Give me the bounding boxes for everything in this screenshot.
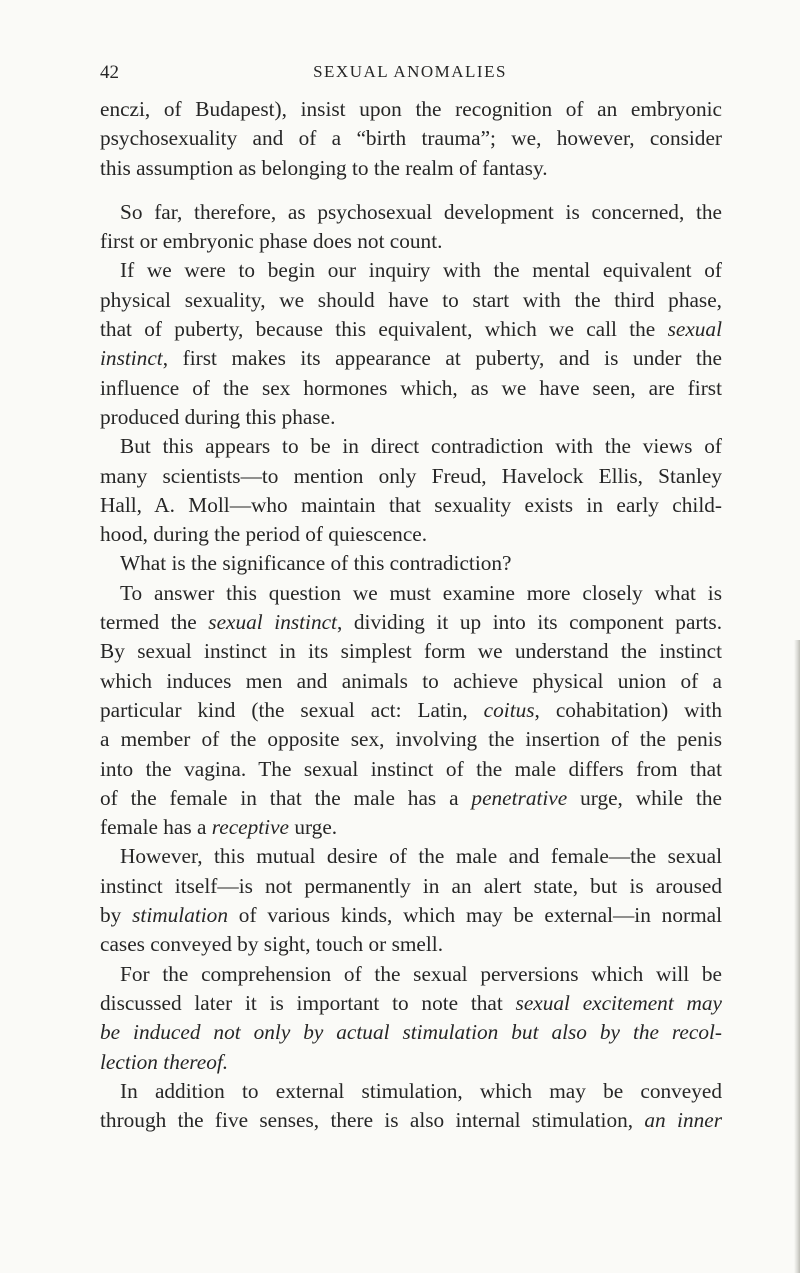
italic-text: receptive (211, 815, 289, 840)
text-segment: To answer this question we must examine more closely what is (120, 580, 722, 605)
text-segment: , cohabitation) with (534, 697, 722, 722)
text-line (100, 403, 722, 432)
text-line (100, 579, 722, 608)
text-line (100, 696, 722, 725)
text-line (100, 1106, 722, 1135)
text-segment: Hall, A. Moll—who maintain that sexuality exists in early child- (100, 492, 722, 517)
text-line (100, 725, 722, 754)
text-line (100, 872, 722, 901)
text-line (100, 315, 722, 344)
italic-text: sexual (667, 317, 722, 342)
text-line (100, 432, 722, 461)
body-text (100, 95, 722, 1135)
text-line (100, 344, 722, 373)
text-segment: through the five senses, there is also internal stimulation, (100, 1108, 645, 1133)
italic-text: be induced not only by actual stimulation but also by the recol- (100, 1020, 722, 1045)
text-line (100, 930, 722, 959)
text-segment: termed the (100, 610, 209, 635)
text-line (100, 491, 722, 520)
running-head: SEXUAL ANOMALIES (313, 62, 507, 81)
text-line (100, 901, 722, 930)
text-segment: In addition to external stimulation, which may be conveyed (120, 1078, 722, 1103)
text-segment: , first makes its appearance at puberty, and is under the (162, 346, 722, 371)
italic-text: an inner (644, 1108, 722, 1133)
text-segment: into the vagina. The sexual instinct of the male differs from that (100, 756, 722, 781)
text-line (100, 784, 722, 813)
text-line (100, 124, 722, 153)
text-segment: hood, during the period of quiescence. (100, 522, 428, 547)
text-segment: But this appears to be in direct contradiction with the views of (120, 434, 722, 459)
text-segment: this assumption as belonging to the realm of fantasy. (100, 155, 548, 180)
text-line (100, 989, 722, 1018)
text-segment: cases conveyed by sight, touch or smell. (100, 932, 444, 957)
italic-text: coitus (483, 697, 535, 722)
italic-text: sexual excitement may (515, 990, 722, 1015)
text-segment: of the female in that the male has a (100, 785, 472, 810)
text-segment: which induces men and animals to achieve physical union of a (100, 668, 722, 693)
text-line (100, 256, 722, 285)
text-line (100, 755, 722, 784)
text-segment: female has a (100, 815, 212, 840)
text-segment: urge, while the (567, 785, 722, 810)
page-edge-shadow (794, 640, 800, 1273)
italic-text: lection thereof. (100, 1049, 229, 1074)
text-line (100, 1018, 722, 1047)
text-segment: of various kinds, which may be external—in normal (227, 903, 722, 928)
text-line (100, 960, 722, 989)
italic-text: penetrative (471, 785, 568, 810)
text-segment: , dividing it up into its component parts. (336, 610, 723, 635)
text-line (100, 154, 722, 183)
paragraph-gap (100, 183, 722, 198)
text-segment: By sexual instinct in its simplest form we understand the instinct (100, 639, 722, 664)
text-line (100, 637, 722, 666)
italic-text: instinct (100, 346, 163, 371)
text-segment: physical sexuality, we should have to start with the third phase, (100, 287, 722, 312)
text-segment: What is the significance of this contradiction? (120, 551, 512, 576)
text-segment: influence of the sex hormones which, as we have seen, are first (100, 375, 722, 400)
text-segment: For the comprehension of the sexual perversions which will be (120, 961, 722, 986)
text-segment: If we were to begin our inquiry with the mental equivalent of (120, 258, 722, 283)
text-line (100, 95, 722, 124)
italic-text: stimulation (132, 903, 228, 928)
text-segment: that of puberty, because this equivalent, which we call the (100, 317, 668, 342)
text-line (100, 227, 722, 256)
page-header (100, 62, 720, 86)
text-segment: first or embryonic phase does not count. (100, 229, 443, 254)
text-line (100, 198, 722, 227)
text-segment: discussed later it is important to note that (100, 990, 516, 1015)
text-segment: a member of the opposite sex, involving the insertion of the penis (100, 727, 722, 752)
text-line (100, 608, 722, 637)
text-segment: by (100, 903, 133, 928)
text-line (100, 842, 722, 871)
text-segment: psychosexuality and of a “birth trauma”; we, however, consider (100, 126, 722, 151)
text-segment: produced during this phase. (100, 404, 336, 429)
page-number: 42 (100, 62, 119, 83)
text-line (100, 549, 722, 578)
text-line (100, 813, 722, 842)
text-segment: However, this mutual desire of the male and female—the sexual (120, 844, 722, 869)
text-line (100, 462, 722, 491)
text-line (100, 520, 722, 549)
text-segment: many scientists—to mention only Freud, Havelock Ellis, Stanley (100, 463, 722, 488)
italic-text: sexual instinct (208, 610, 337, 635)
text-segment: urge. (289, 815, 338, 840)
text-line (100, 1077, 722, 1106)
text-segment: enczi, of Budapest), insist upon the recognition of an embryonic (100, 97, 722, 121)
text-line (100, 374, 722, 403)
text-line (100, 286, 722, 315)
text-line (100, 1048, 722, 1077)
text-segment: instinct itself—is not permanently in an alert state, but is aroused (100, 873, 722, 898)
text-segment: particular kind (the sexual act: Latin, (100, 697, 484, 722)
text-line (100, 667, 722, 696)
text-segment: So far, therefore, as psychosexual development is concerned, the (120, 199, 722, 224)
